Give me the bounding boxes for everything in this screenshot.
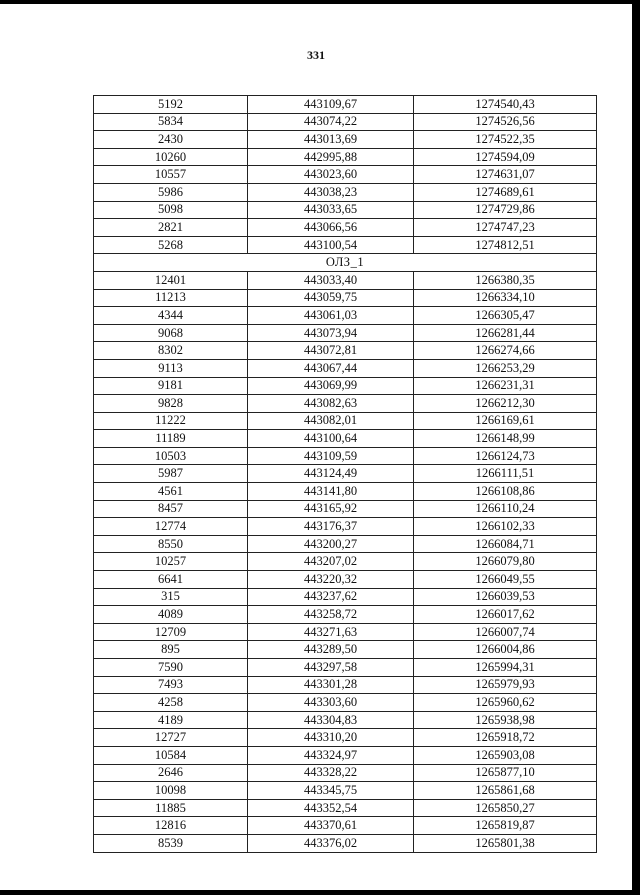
point-number-cell: 9068 <box>94 324 248 342</box>
x-coordinate-cell: 443072,81 <box>248 342 414 360</box>
table-row <box>94 201 597 219</box>
x-coordinate-cell: 443370,61 <box>248 817 414 835</box>
table-row <box>94 659 597 677</box>
y-coordinate-cell: 1266111,51 <box>414 465 597 483</box>
point-number-cell: 10260 <box>94 148 248 166</box>
y-coordinate-cell: 1265801,38 <box>414 834 597 852</box>
x-coordinate-cell: 443033,65 <box>248 201 414 219</box>
table-row <box>94 465 597 483</box>
point-number-cell: 12727 <box>94 729 248 747</box>
table-row <box>94 588 597 606</box>
point-number-cell: 5834 <box>94 113 248 131</box>
point-number-cell: 9113 <box>94 359 248 377</box>
x-coordinate-cell: 443061,03 <box>248 307 414 325</box>
x-coordinate-cell: 443207,02 <box>248 553 414 571</box>
table-row <box>94 131 597 149</box>
point-number-cell: 4561 <box>94 483 248 501</box>
point-number-cell: 5986 <box>94 183 248 201</box>
x-coordinate-cell: 443082,01 <box>248 412 414 430</box>
point-number-cell: 5987 <box>94 465 248 483</box>
point-number-cell: 315 <box>94 588 248 606</box>
point-number-cell: 2430 <box>94 131 248 149</box>
y-coordinate-cell: 1266274,66 <box>414 342 597 360</box>
y-coordinate-cell: 1266305,47 <box>414 307 597 325</box>
table-row <box>94 606 597 624</box>
table-row <box>94 641 597 659</box>
y-coordinate-cell: 1266281,44 <box>414 324 597 342</box>
x-coordinate-cell: 443165,92 <box>248 500 414 518</box>
y-coordinate-cell: 1266169,61 <box>414 412 597 430</box>
table-row <box>94 799 597 817</box>
y-coordinate-cell: 1265994,31 <box>414 659 597 677</box>
point-number-cell: 8539 <box>94 834 248 852</box>
section-title: ОЛЗ_1 <box>94 254 597 272</box>
table-row <box>94 817 597 835</box>
y-coordinate-cell: 1266334,10 <box>414 289 597 307</box>
x-coordinate-cell: 442995,88 <box>248 148 414 166</box>
x-coordinate-cell: 443124,49 <box>248 465 414 483</box>
table-row <box>94 183 597 201</box>
table-row <box>94 342 597 360</box>
point-number-cell: 9828 <box>94 395 248 413</box>
x-coordinate-cell: 443220,32 <box>248 571 414 589</box>
point-number-cell: 11213 <box>94 289 248 307</box>
table-row <box>94 324 597 342</box>
table-row <box>94 483 597 501</box>
table-row <box>94 430 597 448</box>
y-coordinate-cell: 1266108,86 <box>414 483 597 501</box>
y-coordinate-cell: 1266079,80 <box>414 553 597 571</box>
section-row <box>94 254 597 272</box>
y-coordinate-cell: 1266124,73 <box>414 447 597 465</box>
table-row <box>94 377 597 395</box>
table-row <box>94 571 597 589</box>
document-page <box>0 4 632 890</box>
page-number: 331 <box>307 48 325 62</box>
point-number-cell: 5192 <box>94 96 248 114</box>
point-number-cell: 10557 <box>94 166 248 184</box>
point-number-cell: 7493 <box>94 676 248 694</box>
y-coordinate-cell: 1266007,74 <box>414 623 597 641</box>
point-number-cell: 11189 <box>94 430 248 448</box>
table-row <box>94 518 597 536</box>
x-coordinate-cell: 443237,62 <box>248 588 414 606</box>
coordinates-table <box>93 95 597 853</box>
x-coordinate-cell: 443328,22 <box>248 764 414 782</box>
y-coordinate-cell: 1274812,51 <box>414 236 597 254</box>
x-coordinate-cell: 443038,23 <box>248 183 414 201</box>
x-coordinate-cell: 443141,80 <box>248 483 414 501</box>
x-coordinate-cell: 443200,27 <box>248 535 414 553</box>
table-row <box>94 535 597 553</box>
point-number-cell: 8302 <box>94 342 248 360</box>
point-number-cell: 12709 <box>94 623 248 641</box>
table-row <box>94 782 597 800</box>
x-coordinate-cell: 443023,60 <box>248 166 414 184</box>
y-coordinate-cell: 1266212,30 <box>414 395 597 413</box>
point-number-cell: 12774 <box>94 518 248 536</box>
point-number-cell: 11885 <box>94 799 248 817</box>
y-coordinate-cell: 1265903,08 <box>414 746 597 764</box>
table-row <box>94 764 597 782</box>
y-coordinate-cell: 1265979,93 <box>414 676 597 694</box>
y-coordinate-cell: 1265960,62 <box>414 694 597 712</box>
point-number-cell: 11222 <box>94 412 248 430</box>
x-coordinate-cell: 443289,50 <box>248 641 414 659</box>
x-coordinate-cell: 443059,75 <box>248 289 414 307</box>
x-coordinate-cell: 443100,64 <box>248 430 414 448</box>
point-number-cell: 4258 <box>94 694 248 712</box>
point-number-cell: 10098 <box>94 782 248 800</box>
y-coordinate-cell: 1266004,86 <box>414 641 597 659</box>
x-coordinate-cell: 443109,67 <box>248 96 414 114</box>
point-number-cell: 4089 <box>94 606 248 624</box>
point-number-cell: 12401 <box>94 271 248 289</box>
y-coordinate-cell: 1274729,86 <box>414 201 597 219</box>
table-row <box>94 694 597 712</box>
y-coordinate-cell: 1266084,71 <box>414 535 597 553</box>
point-number-cell: 895 <box>94 641 248 659</box>
y-coordinate-cell: 1266231,31 <box>414 377 597 395</box>
x-coordinate-cell: 443258,72 <box>248 606 414 624</box>
x-coordinate-cell: 443073,94 <box>248 324 414 342</box>
table-row <box>94 166 597 184</box>
y-coordinate-cell: 1274522,35 <box>414 131 597 149</box>
point-number-cell: 7590 <box>94 659 248 677</box>
y-coordinate-cell: 1266039,53 <box>414 588 597 606</box>
point-number-cell: 2821 <box>94 219 248 237</box>
table-row <box>94 96 597 114</box>
x-coordinate-cell: 443067,44 <box>248 359 414 377</box>
x-coordinate-cell: 443324,97 <box>248 746 414 764</box>
point-number-cell: 10257 <box>94 553 248 571</box>
y-coordinate-cell: 1266110,24 <box>414 500 597 518</box>
table-row <box>94 271 597 289</box>
table-row <box>94 729 597 747</box>
x-coordinate-cell: 443176,37 <box>248 518 414 536</box>
point-number-cell: 9181 <box>94 377 248 395</box>
point-number-cell: 12816 <box>94 817 248 835</box>
y-coordinate-cell: 1265877,10 <box>414 764 597 782</box>
y-coordinate-cell: 1266049,55 <box>414 571 597 589</box>
x-coordinate-cell: 443082,63 <box>248 395 414 413</box>
table-row <box>94 289 597 307</box>
x-coordinate-cell: 443376,02 <box>248 834 414 852</box>
table-row <box>94 236 597 254</box>
point-number-cell: 4189 <box>94 711 248 729</box>
y-coordinate-cell: 1274747,23 <box>414 219 597 237</box>
table-row <box>94 359 597 377</box>
x-coordinate-cell: 443100,54 <box>248 236 414 254</box>
table-row <box>94 553 597 571</box>
point-number-cell: 8550 <box>94 535 248 553</box>
y-coordinate-cell: 1274631,07 <box>414 166 597 184</box>
x-coordinate-cell: 443304,83 <box>248 711 414 729</box>
table-row <box>94 746 597 764</box>
coordinates-table-body <box>94 96 597 853</box>
table-row <box>94 395 597 413</box>
point-number-cell: 6641 <box>94 571 248 589</box>
table-row <box>94 447 597 465</box>
point-number-cell: 5098 <box>94 201 248 219</box>
table-row <box>94 412 597 430</box>
x-coordinate-cell: 443310,20 <box>248 729 414 747</box>
point-number-cell: 4344 <box>94 307 248 325</box>
x-coordinate-cell: 443301,28 <box>248 676 414 694</box>
x-coordinate-cell: 443297,58 <box>248 659 414 677</box>
y-coordinate-cell: 1266017,62 <box>414 606 597 624</box>
y-coordinate-cell: 1265850,27 <box>414 799 597 817</box>
point-number-cell: 8457 <box>94 500 248 518</box>
y-coordinate-cell: 1266148,99 <box>414 430 597 448</box>
x-coordinate-cell: 443345,75 <box>248 782 414 800</box>
table-row <box>94 834 597 852</box>
y-coordinate-cell: 1265918,72 <box>414 729 597 747</box>
x-coordinate-cell: 443352,54 <box>248 799 414 817</box>
x-coordinate-cell: 443013,69 <box>248 131 414 149</box>
table-row <box>94 307 597 325</box>
y-coordinate-cell: 1274689,61 <box>414 183 597 201</box>
x-coordinate-cell: 443074,22 <box>248 113 414 131</box>
x-coordinate-cell: 443109,59 <box>248 447 414 465</box>
x-coordinate-cell: 443271,63 <box>248 623 414 641</box>
y-coordinate-cell: 1266102,33 <box>414 518 597 536</box>
table-row <box>94 500 597 518</box>
y-coordinate-cell: 1274526,56 <box>414 113 597 131</box>
y-coordinate-cell: 1265819,87 <box>414 817 597 835</box>
y-coordinate-cell: 1266253,29 <box>414 359 597 377</box>
table-row <box>94 711 597 729</box>
y-coordinate-cell: 1266380,35 <box>414 271 597 289</box>
point-number-cell: 5268 <box>94 236 248 254</box>
x-coordinate-cell: 443069,99 <box>248 377 414 395</box>
y-coordinate-cell: 1265861,68 <box>414 782 597 800</box>
table-row <box>94 113 597 131</box>
y-coordinate-cell: 1274594,09 <box>414 148 597 166</box>
y-coordinate-cell: 1265938,98 <box>414 711 597 729</box>
point-number-cell: 2646 <box>94 764 248 782</box>
x-coordinate-cell: 443303,60 <box>248 694 414 712</box>
point-number-cell: 10503 <box>94 447 248 465</box>
x-coordinate-cell: 443066,56 <box>248 219 414 237</box>
x-coordinate-cell: 443033,40 <box>248 271 414 289</box>
table-row <box>94 148 597 166</box>
y-coordinate-cell: 1274540,43 <box>414 96 597 114</box>
table-row <box>94 219 597 237</box>
table-row <box>94 676 597 694</box>
point-number-cell: 10584 <box>94 746 248 764</box>
table-row <box>94 623 597 641</box>
